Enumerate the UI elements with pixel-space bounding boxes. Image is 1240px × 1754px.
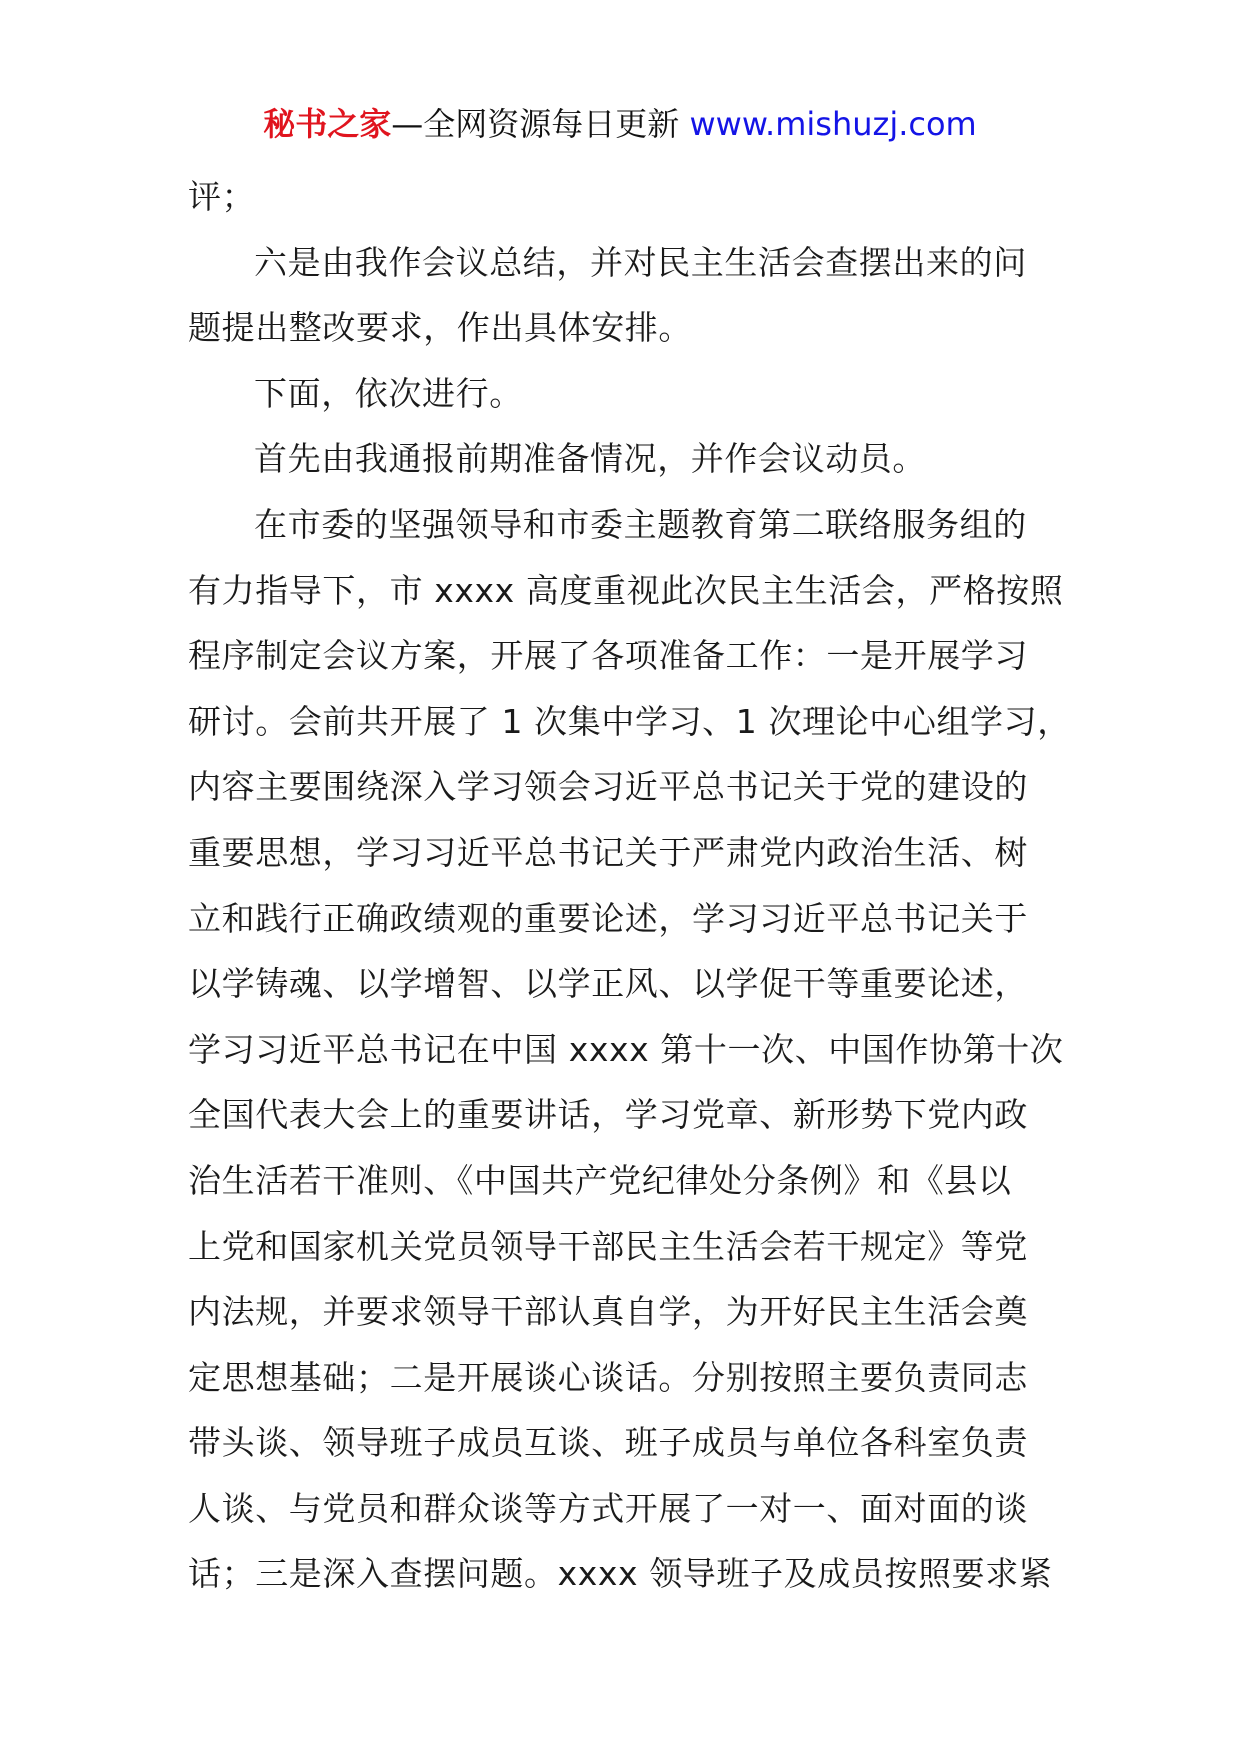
text-line: 人谈、与党员和群众谈等方式开展了一对一、面对面的谈: [188, 1488, 1028, 1528]
text-line: 在市委的坚强领导和市委主题教育第二联络服务组的: [254, 504, 1027, 544]
text-line: 研讨。会前共开展了 1 次集中学习、1 次理论中心组学习，: [188, 701, 1071, 741]
text-line: 程序制定会议方案，开展了各项准备工作：一是开展学习: [188, 636, 1028, 676]
text-line: 定思想基础；二是开展谈心谈话。分别按照主要负责同志: [188, 1357, 1028, 1397]
brand-name: 秘书之家: [263, 105, 392, 143]
text-line: 话；三是深入查摆问题。xxxx 领导班子及成员按照要求紧: [188, 1554, 1053, 1594]
text-line: 治生活若干准则、《中国共产党纪律处分条例》和《县以: [188, 1160, 1012, 1200]
text-line: 下面，依次进行。: [254, 373, 523, 413]
text-line: 重要思想，学习习近平总书记关于严肃党内政治生活、树: [188, 832, 1028, 872]
text-line: 首先由我通报前期准备情况，并作会议动员。: [254, 439, 926, 479]
text-line: 有力指导下，市 xxxx 高度重视此次民主生活会，严格按照: [188, 570, 1064, 610]
body-text: [188, 164, 1071, 1607]
text-line: 学习习近平总书记在中国 xxxx 第十一次、中国作协第十次: [188, 1029, 1064, 1069]
header-tagline: —全网资源每日更新: [391, 105, 690, 143]
site-url: www.mishuzj.com: [689, 105, 977, 143]
text-line: 带头谈、领导班子成员互谈、班子成员与单位各科室负责: [188, 1423, 1028, 1463]
text-line: 内容主要围绕深入学习领会习近平总书记关于党的建设的: [188, 767, 1028, 807]
page-header: [0, 102, 1240, 146]
text-line: 立和践行正确政绩观的重要论述，学习习近平总书记关于: [188, 898, 1028, 938]
text-line: 全国代表大会上的重要讲话，学习党章、新形势下党内政: [188, 1095, 1028, 1135]
text-line: 以学铸魂、以学增智、以学正风、以学促干等重要论述，: [188, 964, 1028, 1004]
text-line: 评；: [188, 177, 256, 216]
text-line: 内法规，并要求领导干部认真自学，为开好民主生活会奠: [188, 1292, 1028, 1332]
text-line: 题提出整改要求，作出具体安排。: [188, 308, 692, 348]
text-line: 六是由我作会议总结，并对民主生活会查摆出来的问: [254, 242, 1027, 282]
text-line: 上党和国家机关党员领导干部民主生活会若干规定》等党: [188, 1226, 1028, 1266]
